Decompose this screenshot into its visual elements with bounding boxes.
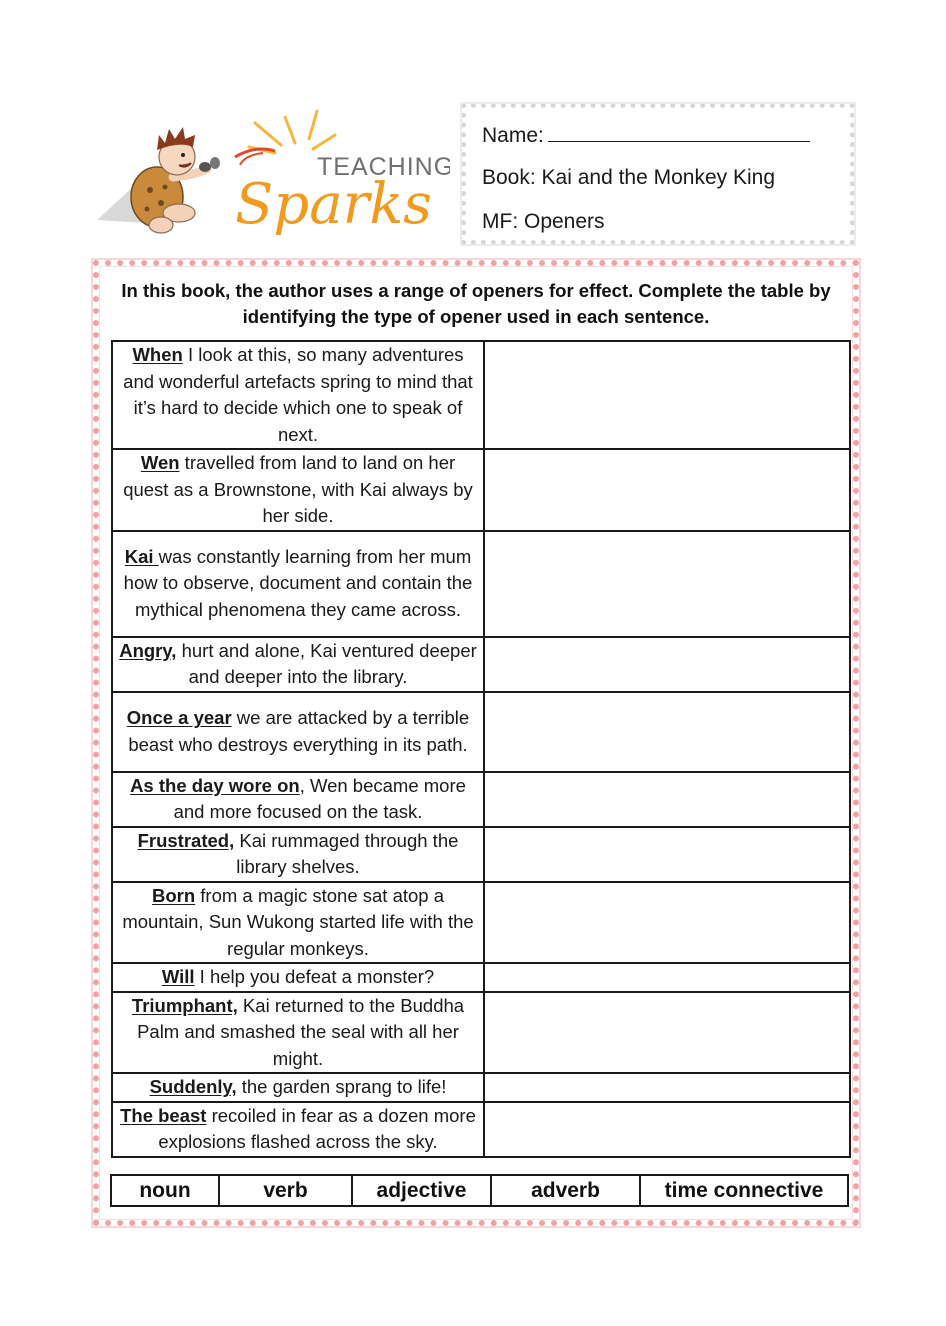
- table-row: [112, 449, 850, 531]
- sentence-rest: I look at this, so many adventures and wonderful artefacts spring to mind that it’s hard to decide which one to speak of next.: [123, 344, 473, 445]
- logo-brand-top: TEACHING: [317, 153, 450, 181]
- opener-word: Frustrated,: [137, 829, 235, 851]
- opener-word: Will: [161, 966, 195, 987]
- sentence-cell: [112, 531, 484, 637]
- teaching-sparks-logo: [95, 105, 450, 245]
- name-blank-field[interactable]: [548, 122, 810, 142]
- openers-table: [111, 340, 851, 1158]
- sentence-cell: [112, 449, 484, 531]
- sentence-cell: [112, 772, 484, 827]
- answer-cell[interactable]: [484, 449, 850, 531]
- sentence-cell: [112, 1073, 484, 1102]
- sentence-rest: we are attacked by a terrible beast who destroys everything in its path.: [128, 707, 470, 755]
- answer-cell[interactable]: [484, 827, 850, 882]
- student-info-box: [461, 103, 855, 245]
- answer-cell[interactable]: [484, 1073, 850, 1102]
- opener-word: Suddenly,: [149, 1076, 237, 1097]
- opener-word: Kai: [124, 545, 159, 567]
- table-row: [112, 772, 850, 827]
- sentence-rest: travelled from land to land on her quest as a Brownstone, with Kai always by her side.: [123, 452, 473, 526]
- name-label: Name:: [482, 124, 544, 147]
- logo-brand-bottom: Sparks: [235, 172, 433, 237]
- answer-cell[interactable]: [484, 637, 850, 692]
- sentence-rest: from a magic stone sat atop a mountain, Sun Wukong started life with the regular monkeys.: [122, 884, 474, 959]
- caveman-mascot-icon: [95, 105, 450, 245]
- opener-word: Once a year: [126, 707, 232, 728]
- table-row: [112, 1102, 850, 1157]
- table-row: [112, 992, 850, 1074]
- sentence-rest: Kai rummaged through the library shelves.: [234, 829, 459, 877]
- sentence-rest: the garden sprang to life!: [236, 1076, 447, 1097]
- name-line: [482, 122, 810, 148]
- opener-word: Wen: [140, 452, 180, 473]
- opener-type-adjective: adjective: [352, 1175, 491, 1206]
- answer-cell[interactable]: [484, 692, 850, 772]
- sentence-cell: [112, 692, 484, 772]
- opener-word: Triumphant,: [131, 994, 238, 1016]
- opener-type-adverb: adverb: [491, 1175, 640, 1206]
- opener-type-noun: noun: [111, 1175, 219, 1206]
- answer-cell[interactable]: [484, 992, 850, 1074]
- table-row: [112, 341, 850, 449]
- sentence-cell: [112, 341, 484, 449]
- table-row: [112, 882, 850, 964]
- sentence-rest: was constantly learning from her mum how to observe, document and contain the mythical phenomena they came across.: [123, 545, 473, 620]
- opener-word: Born: [151, 884, 196, 906]
- answer-cell[interactable]: [484, 963, 850, 992]
- opener-word: When: [132, 344, 183, 365]
- sentence-cell: [112, 992, 484, 1074]
- sentence-rest: I help you defeat a monster?: [194, 966, 435, 987]
- book-title: Book: Kai and the Monkey King: [482, 166, 776, 189]
- opener-word: The beast: [120, 1104, 207, 1126]
- opener-types-table: [110, 1174, 849, 1207]
- table-row: [112, 531, 850, 637]
- opener-type-verb: verb: [219, 1175, 352, 1206]
- opener-word: Angry,: [119, 639, 177, 661]
- table-row: [112, 637, 850, 692]
- answer-cell[interactable]: [484, 531, 850, 637]
- sentence-cell: [112, 827, 484, 882]
- sentence-rest: Kai returned to the Buddha Palm and smashed the seal with all her might.: [137, 994, 465, 1069]
- mf-topic: MF: Openers: [482, 210, 605, 233]
- answer-cell[interactable]: [484, 341, 850, 449]
- table-row: [112, 692, 850, 772]
- table-row: [112, 963, 850, 992]
- opener-word: As the day wore on: [130, 774, 300, 796]
- instructions-text: In this book, the author uses a range of openers for effect. Complete the table by identifying the type of opener used in each sentence.: [121, 280, 831, 327]
- sentence-cell: [112, 637, 484, 692]
- sentence-cell: [112, 882, 484, 964]
- sentence-rest: recoiled in fear as a dozen more explosions flashed across the sky.: [158, 1104, 476, 1152]
- answer-cell[interactable]: [484, 1102, 850, 1157]
- sentence-rest: , Wen became more and more focused on the task.: [173, 774, 466, 822]
- opener-type-time-connective: time connective: [640, 1175, 848, 1206]
- sentence-cell: [112, 1102, 484, 1157]
- answer-cell[interactable]: [484, 772, 850, 827]
- answer-cell[interactable]: [484, 882, 850, 964]
- table-row: [112, 827, 850, 882]
- sentence-rest: hurt and alone, Kai ventured deeper and deeper into the library.: [176, 639, 477, 687]
- sentence-cell: [112, 963, 484, 992]
- table-row: [112, 1073, 850, 1102]
